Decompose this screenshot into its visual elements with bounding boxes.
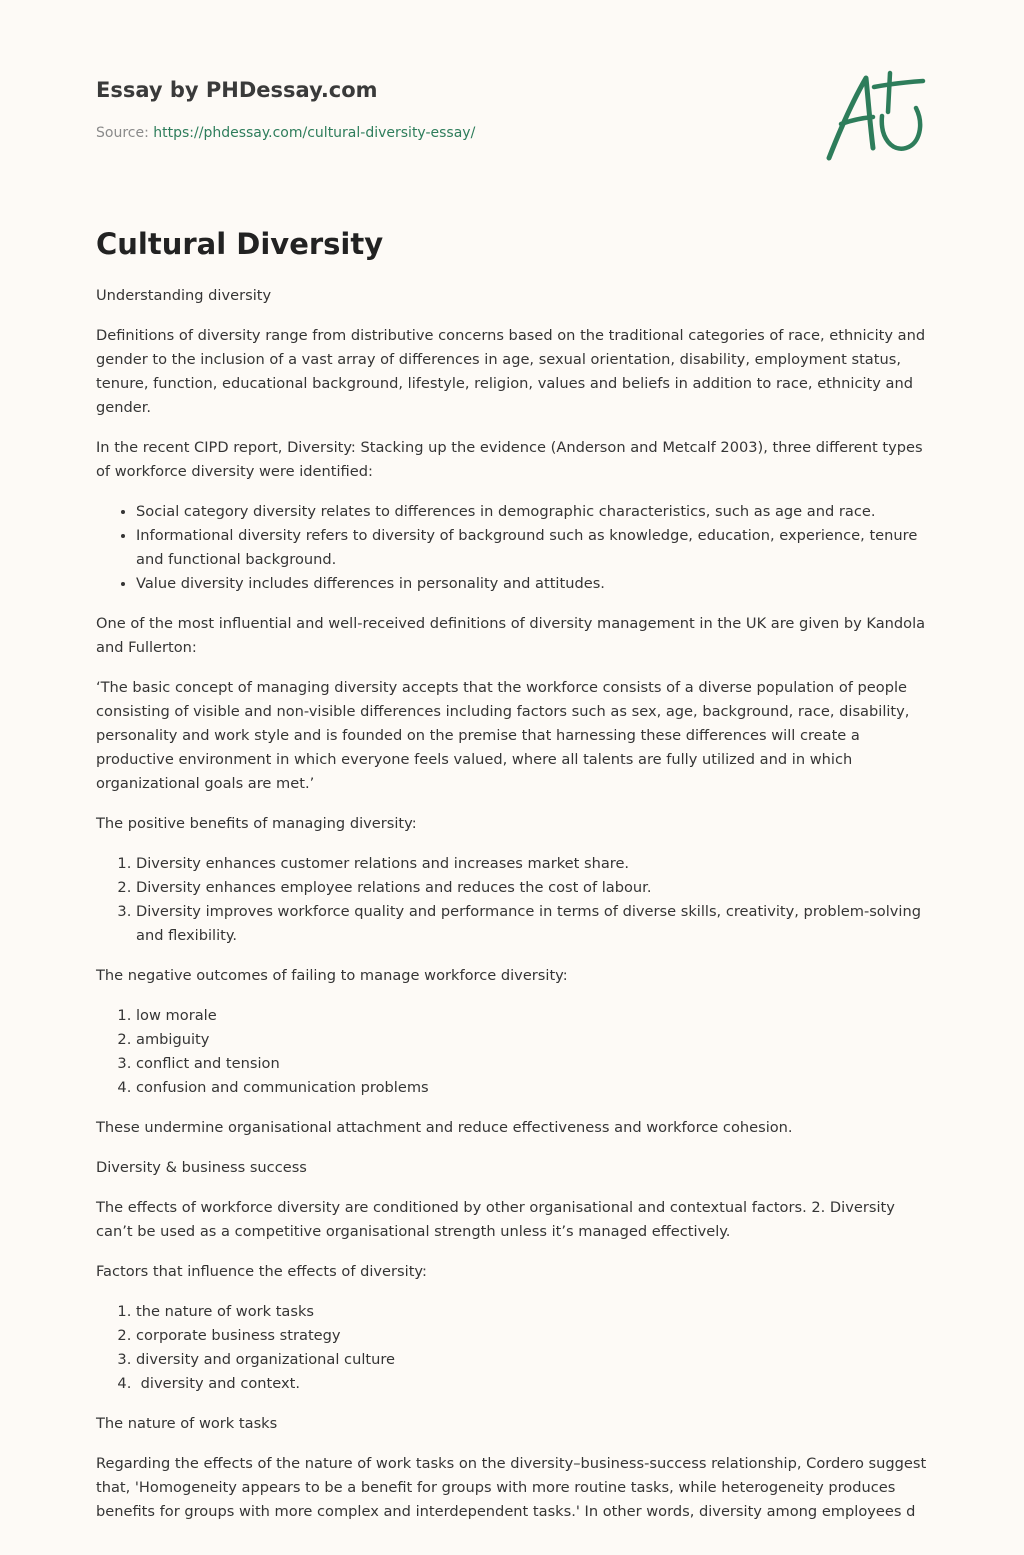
positive-benefits-list [96, 852, 928, 948]
source-label: Source: [96, 125, 149, 141]
essay-body [96, 284, 928, 1540]
list-item: • Informational diversity refers to diversity of background such as knowledge, education, experience, tenure and functional background. [136, 524, 928, 572]
list-item: • Social category diversity relates to differences in demographic characteristics, such as age and race. [136, 500, 928, 524]
list-item: 1. low morale [136, 1004, 928, 1028]
list-item: 3. diversity and organizational culture [136, 1348, 928, 1372]
section-heading-understanding: Understanding diversity [96, 287, 272, 304]
list-item: 4. confusion and communication problems [136, 1076, 928, 1100]
list-item: 4. diversity and context. [136, 1372, 928, 1396]
source-line [96, 124, 475, 142]
paragraph-influential: One of the most influential and well-received definitions of diversity management in the UK are given by Kandola and Fullerton: [96, 615, 926, 656]
list-item: 1. the nature of work tasks [136, 1300, 928, 1324]
list-item: 2. Diversity enhances employee relations and reduces the cost of labour. [136, 876, 928, 900]
factors-list [96, 1300, 928, 1396]
list-item: 2. ambiguity [136, 1028, 928, 1052]
essay-title: Cultural Diversity [96, 227, 384, 261]
site-title: Essay by PHDessay.com [96, 78, 378, 102]
list-item: 3. conflict and tension [136, 1052, 928, 1076]
paragraph-definitions: Definitions of diversity range from distributive concerns based on the traditional categories of race, ethnicity and gender to the inclusion of a vast array of differences in age, sexual orientation, disability, employment status, tenure, function, educational background, lifestyle, religion, values and beliefs in addition to race, ethnicity and gender. [96, 327, 926, 416]
paragraph-regarding: Regarding the effects of the nature of work tasks on the diversity–business-success relationship, Cordero suggest that, 'Homogeneity appears to be a benefit for groups with more routine tasks, while heterogeneity produces benefits for groups with more complex and interdependent tasks.' In other words, diversity among employees d [96, 1455, 927, 1520]
paragraph-effects: The effects of workforce diversity are conditioned by other organisational and contextual factors. 2. Diversity can’t be used as a competitive organisational strength unless it’s managed effectively. [96, 1199, 895, 1240]
section-heading-nature: The nature of work tasks [96, 1415, 278, 1432]
section-heading-business: Diversity & business success [96, 1159, 307, 1176]
paragraph-positive-intro: The positive benefits of managing diversity: [96, 815, 417, 832]
list-item: 2. corporate business strategy [136, 1324, 928, 1348]
list-item: 3. Diversity improves workforce quality and performance in terms of diverse skills, creativity, problem-solving and flexibility. [136, 900, 928, 948]
source-link[interactable]: https://phdessay.com/cultural-diversity-essay/ [153, 125, 476, 141]
negative-outcomes-list [96, 1004, 928, 1100]
paragraph-negative-intro: The negative outcomes of failing to manage workforce diversity: [96, 967, 568, 984]
paragraph-cipd: In the recent CIPD report, Diversity: Stacking up the evidence (Anderson and Metcalf 2003), three different types of workforce diversity were identified: [96, 439, 923, 480]
list-item: • Value diversity includes differences in personality and attitudes. [136, 572, 928, 596]
list-item: 1. Diversity enhances customer relations and increases market share. [136, 852, 928, 876]
a-plus-logo-icon [822, 68, 926, 164]
paragraph-undermine: These undermine organisational attachment and reduce effectiveness and workforce cohesion. [96, 1119, 793, 1136]
paragraph-quote: ‘The basic concept of managing diversity accepts that the workforce consists of a diverse population of people consisting of visible and non-visible differences including factors such as sex, age, background, race, disability, personality and work style and is founded on the premise that harnessing these differences will create a productive environment in which everyone feels valued, where all talents are fully utilized and in which organizational goals are met.’ [96, 679, 910, 792]
diversity-types-list [96, 500, 928, 596]
paragraph-factors-intro: Factors that influence the effects of diversity: [96, 1263, 427, 1280]
